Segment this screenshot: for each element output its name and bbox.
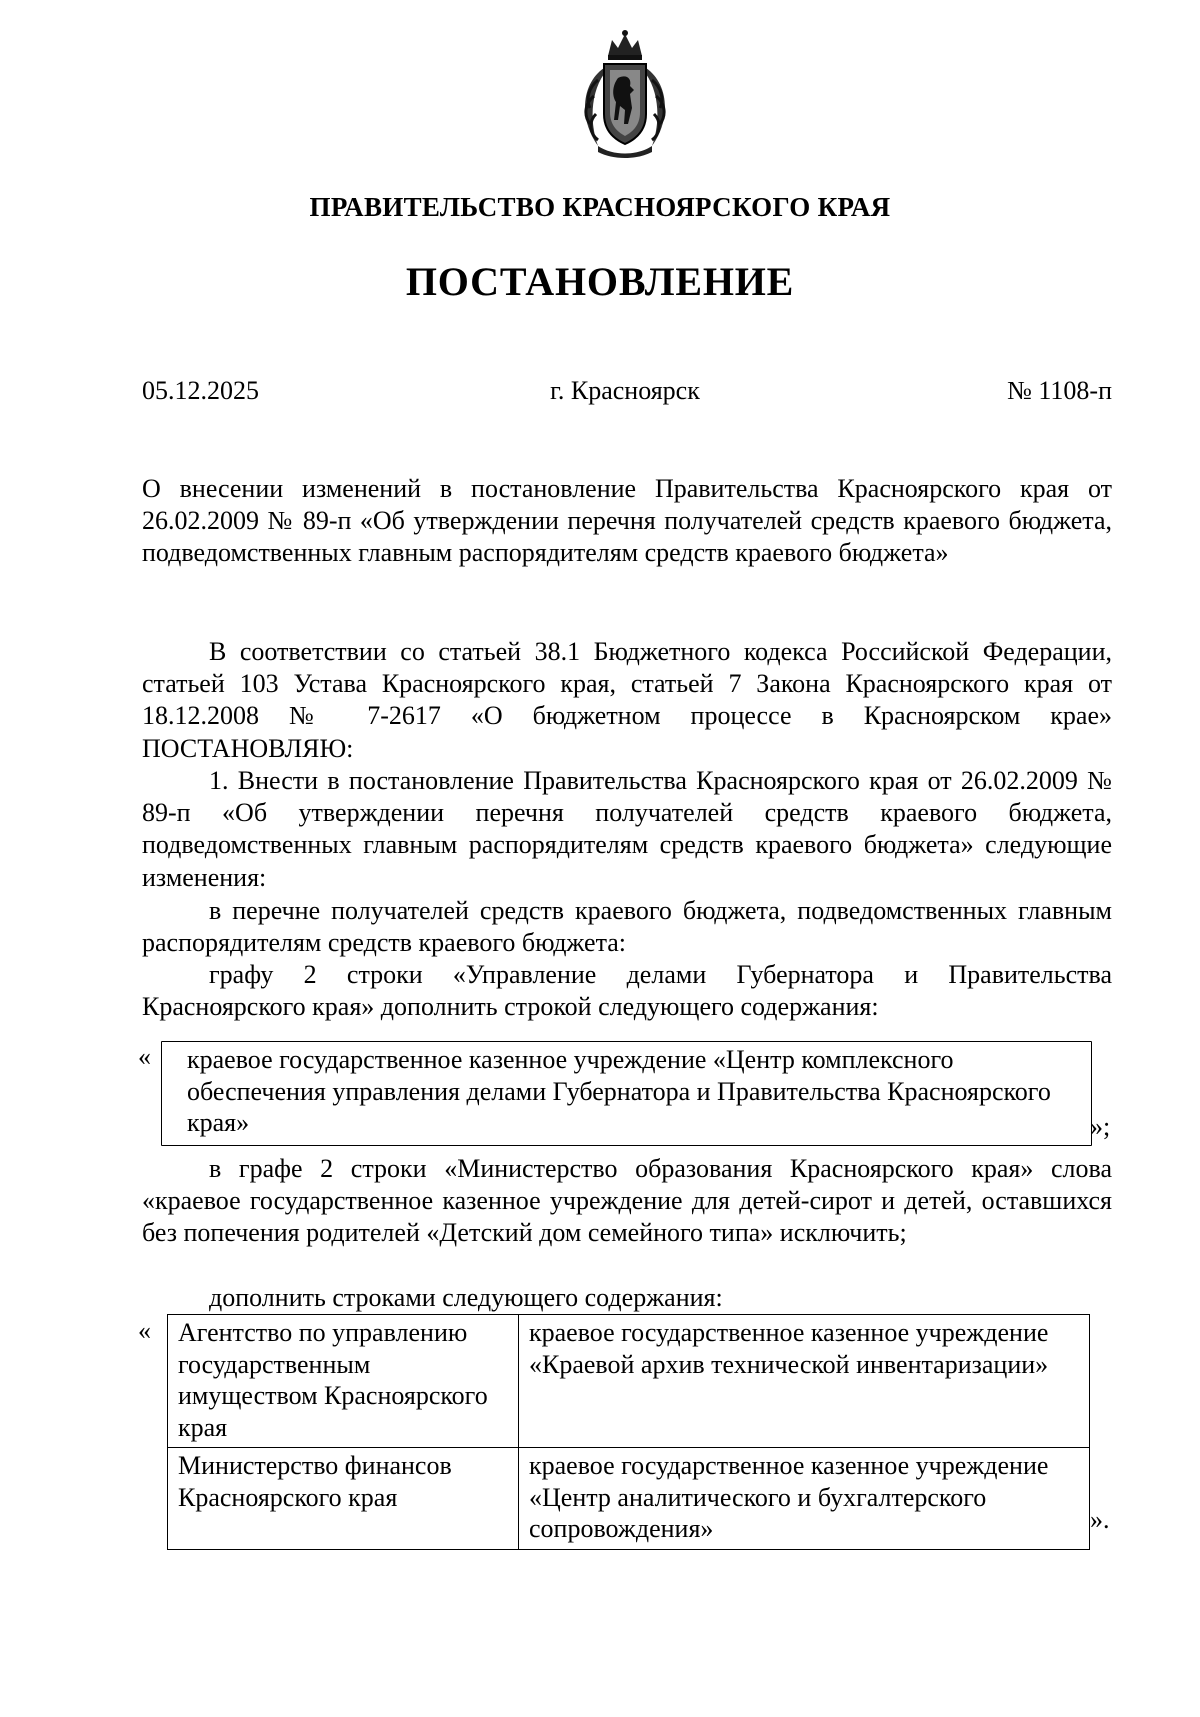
table-cell: Министерство финансов Красноярского края — [168, 1448, 519, 1550]
open-quote: « — [138, 1042, 151, 1071]
document-type-title: ПОСТАНОВЛЕНИЕ — [405, 259, 795, 304]
government-name: ПРАВИТЕЛЬСТВО КРАСНОЯРСКОГО КРАЯ — [309, 192, 891, 222]
table-cell: Агентство по управлению государственным имуществом Красноярского края — [168, 1315, 519, 1448]
close-quote: ». — [1090, 1505, 1110, 1534]
table-cell: краевое государственное казенное учреждение «Центр аналитического и бухгалтерского сопровождения» — [519, 1448, 1090, 1550]
insert-text: краевое государственное казенное учреждение «Центр комплексного обеспечения управления делами Губернатора и Правительства Красноярского края» — [187, 1045, 1051, 1137]
document-date: 05.12.2025 — [142, 376, 259, 405]
document-number: № 1108-п — [1007, 376, 1112, 405]
document-subject: О внесении изменений в постановление Правительства Красноярского края от 26.02.2009 № 89-п «Об утверждении перечня получателей средств краевого бюджета, подведомственных главным распорядителям средств краевого бюджета» — [142, 474, 1112, 568]
insert-text-box — [161, 1041, 1092, 1146]
item-1-paragraph: 1. Внести в постановление Правительства Красноярского края от 26.02.2009 № 89-п «Об утверждении перечня получателей средств краевого бюджета, подведомственных главным распорядителям средств краевого бюджета» следующие изменения: — [142, 766, 1112, 892]
table-row — [168, 1448, 1090, 1550]
document-city: г. Красноярск — [550, 376, 700, 405]
close-quote: »; — [1090, 1112, 1111, 1141]
krasnoyarsk-coat-of-arms-icon — [568, 28, 682, 164]
list-intro-paragraph: в перечне получателей средств краевого бюджета, подведомственных главным распорядителям средств краевого бюджета: — [142, 896, 1112, 958]
table-row — [168, 1315, 1090, 1448]
preamble-paragraph: В соответствии со статьей 38.1 Бюджетного кодекса Российской Федерации, статьей 103 Устава Красноярского края, статьей 7 Закона Красноярского края от 18.12.2008 № 7-2617 «О бюджетном процессе в Красноярском крае» ПОСТАНОВЛЯЮ: — [142, 637, 1112, 763]
add-rows-intro: дополнить строками следующего содержания: — [209, 1283, 723, 1312]
table-cell: краевое государственное казенное учреждение «Краевой архив технической инвентаризации» — [519, 1315, 1090, 1448]
exclude-paragraph: в графе 2 строки «Министерство образования Красноярского края» слова «краевое государственное казенное учреждение для детей-сирот и детей, оставшихся без попечения родителей «Детский дом семейного типа» исключить; — [142, 1154, 1112, 1248]
added-rows-table — [167, 1314, 1090, 1550]
column2-intro-paragraph: графу 2 строки «Управление делами Губернатора и Правительства Красноярского края» дополнить строкой следующего содержания: — [142, 960, 1112, 1022]
open-quote: « — [138, 1316, 151, 1345]
